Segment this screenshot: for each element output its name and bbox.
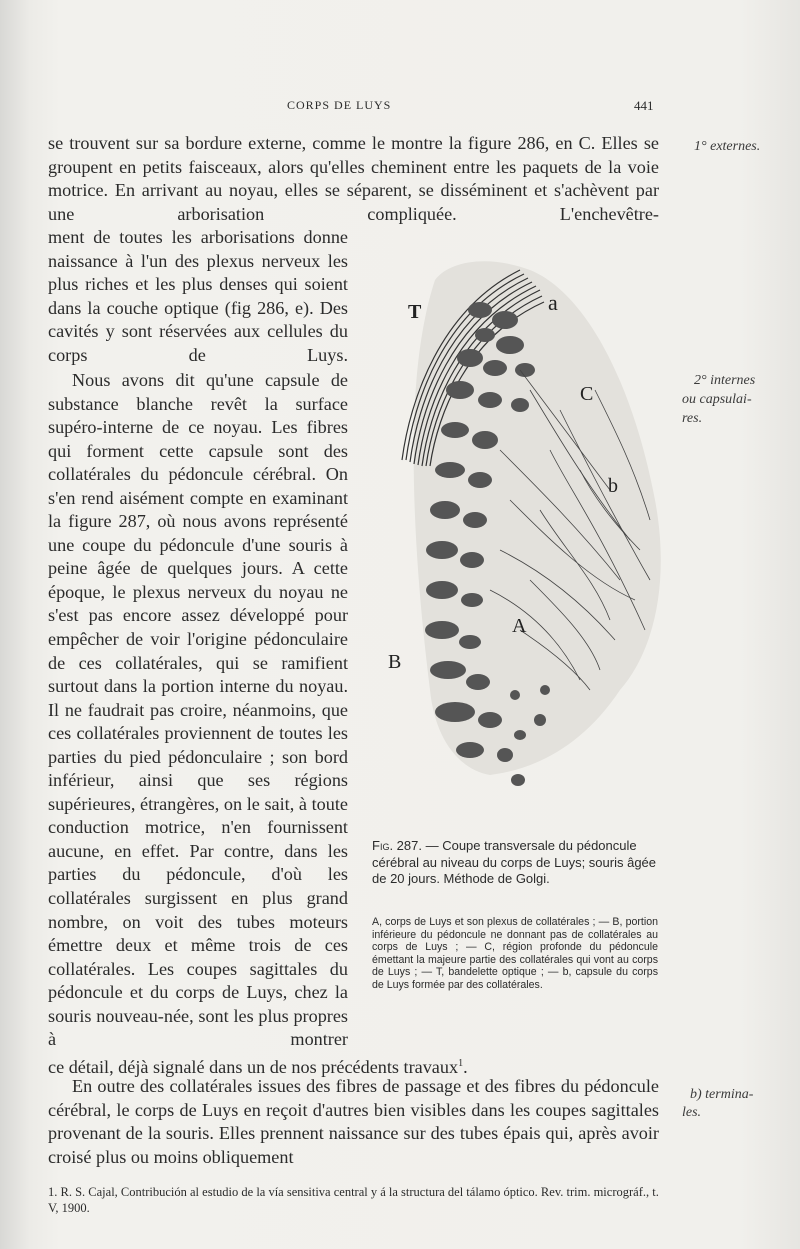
margin-note-terminales-line1: b) termina- bbox=[690, 1087, 754, 1102]
histology-figure bbox=[380, 250, 670, 830]
paragraph-2-tail: ce détail, déjà signalé dans un de nos précédents travaux$^1$. bbox=[48, 1057, 468, 1078]
figure-label-b: b bbox=[608, 475, 618, 497]
running-title: CORPS DE LUYS bbox=[287, 98, 392, 112]
page-number: 441 bbox=[634, 98, 654, 113]
figure-caption bbox=[372, 838, 658, 888]
figure-caption-text: — Coupe transversale du pédoncule cérébral au niveau du corps de Luys; souris âgée de 20 jours. Méthode de Golgi. bbox=[372, 838, 657, 886]
paragraph-1-continuation: ment de toutes les arborisations donne naissance à l'un des plexus nerveux les plus riches et les plus denses qui soient dans la couche optique (fig 286, e). Des cavités y sont réservées aux cellules du corps de Luys. bbox=[48, 227, 348, 365]
footnote: 1. R. S. Cajal, Contribución al estudio de la vía sensitiva central y á la structura del tálamo óptico. Rev. trim. micrográf., t. V, 1900. bbox=[48, 1185, 659, 1215]
figure-label-C: C bbox=[580, 383, 594, 405]
margin-note-terminales-line2: les. bbox=[682, 1105, 702, 1120]
paragraph-2-narrow: Nous avons dit qu'une capsule de substance blanche revêt la surface supéro-interne de ce noyau. Les fibres qui forment cette capsule sont des collatérales du pédoncule cérébral. On s'en rend aisément compte en examinant la figure 287, où nous avons représenté une coupe du pédoncule d'une souris à peine âgée de quelques jours. A cette époque, le plexus nerveux du noyau ne s'est pas encore assez développé pour empêcher de voir l'origine pédonculaire de ces collatérales, qui se ramifient surtout dans la portion interne du noyau. Il ne faudrait pas croire, néanmoins, que ces collatérales proviennent de toutes les parties du pied pédonculaire ; son bord inférieur, ainsi que ses régions supérieures, étrangères, on le sait, à toute conduction motrice, n'en fournissent aucune, en effet. Par contre, dans les parties du pédoncule, d'où les collatérales surgissent en plus grand nombre, on voit des tubes moteurs émettre deux et même trois de ces collatérales. Les coupes sagittales du pédoncule et du corps de Luys, chez la souris nouveau-née, sont les plus propres à montrer bbox=[48, 370, 348, 1050]
paragraph-3: En outre des collatérales issues des fibres de passage et des fibres du pédoncule cérébral, le corps de Luys en reçoit d'autres bien visibles dans les coupes sagittales provenant de la souris. Elles prennent naissance sur des tubes épais qui, après avoir croisé plus ou moins obliquement bbox=[48, 1076, 659, 1167]
footnote-reference: 1 bbox=[458, 1058, 464, 1069]
figure-label-A: A bbox=[512, 615, 527, 637]
margin-note-internes-line1: 2° internes bbox=[694, 373, 756, 388]
margin-note-internes-line2: ou capsulai- bbox=[682, 392, 752, 407]
figure-legend: A, corps de Luys et son plexus de collatérales ; — B, portion inférieure du pédoncule ne donnant pas de collatérales au corps de Luys ; — C, région profonde du pédoncule émettant la majeure partie des collatérales qui vont au corps de Luys ; — T, bandelette optique ; — b, capsule du corps de Luys formée par des collatérales. bbox=[372, 916, 658, 991]
figure-number: Fig. 287. bbox=[372, 838, 422, 853]
figure-label-T: T bbox=[408, 301, 422, 323]
margin-note-internes-line3: res. bbox=[682, 411, 703, 426]
figure-label-B: B bbox=[388, 651, 402, 673]
paragraph-1-full-width: se trouvent sur sa bordure externe, comme le montre la figure 286, en C. Elles se groupent en petits faisceaux, alors qu'elles cheminent entre les paquets de la voie motrice. En arrivant au noyau, elles se séparent, se disséminent et s'achèvent par une arborisation compliquée. L'enchevêtre- bbox=[48, 133, 659, 224]
paragraph-2-tail-text: ce détail, déjà signalé dans un de nos précédents travaux bbox=[48, 1057, 459, 1078]
figure-label-a: a bbox=[548, 290, 558, 315]
margin-note-externes: 1° externes. bbox=[694, 139, 761, 154]
